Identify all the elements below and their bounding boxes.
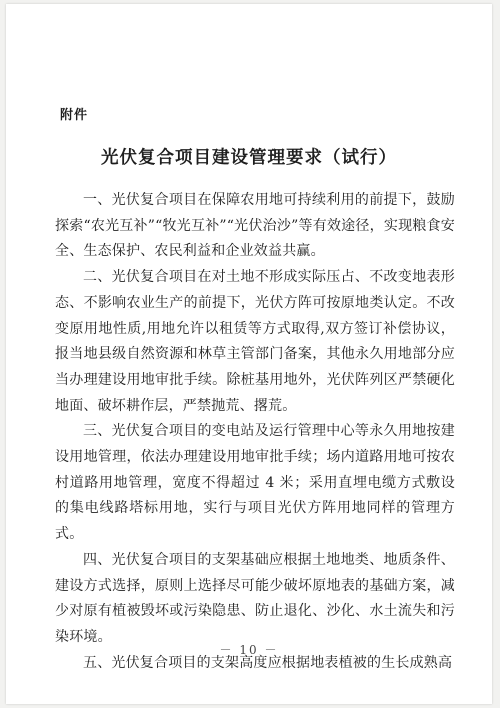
paragraph-4: 四、光伏复合项目的支架基础应根据土地地类、地质条件、建设方式选择，原则上选择尽可能少破坏原地表的基础方案，减少对原有植被毁坏或污染隐患、防止退化、沙化、水土流失和污染环境。: [55, 551, 455, 645]
document-body: [55, 188, 455, 676]
page-number: － 10 －: [219, 643, 279, 657]
paragraph-2: 二、光伏复合项目在对土地不形成实际压占、不改变地表形态、不影响农业生产的前提下，光伏方阵可按原地类认定。不改变原用地性质,用地允许以租赁等方式取得,双方签订补偿协议，报当地县级自然资源和林草主管部门备案，其他永久用地部分应当办理建设用地审批手续。除桩基用地外，光伏阵列区严禁硬化地面、破坏耕作层，严禁抛荒、撂荒。: [55, 269, 455, 414]
document-title: 光伏复合项目建设管理要求（试行）: [101, 148, 397, 168]
paragraph-1: 一、光伏复合项目在保障农用地可持续利用的前提下，鼓励探索“农光互补”“牧光互补”“光伏治沙”等有效途径，实现粮食安全、生态保护、农民利益和企业效益共赢。: [55, 192, 455, 260]
paragraph-5: 五、光伏复合项目的支架高度应根据地表植被的生长成熟高: [83, 654, 453, 671]
document-page: [6, 4, 492, 704]
paragraph-3: 三、光伏复合项目的变电站及运行管理中心等永久用地按建设用地管理，依法办理建设用地审批手续；场内道路用地可按农村道路用地管理，宽度不得超过 4 米；采用直埋电缆方式敷设的集电线路塔标用地，实行与项目光伏方阵用地同样的管理方式。: [55, 423, 455, 543]
appendix-label: 附件: [60, 108, 89, 123]
